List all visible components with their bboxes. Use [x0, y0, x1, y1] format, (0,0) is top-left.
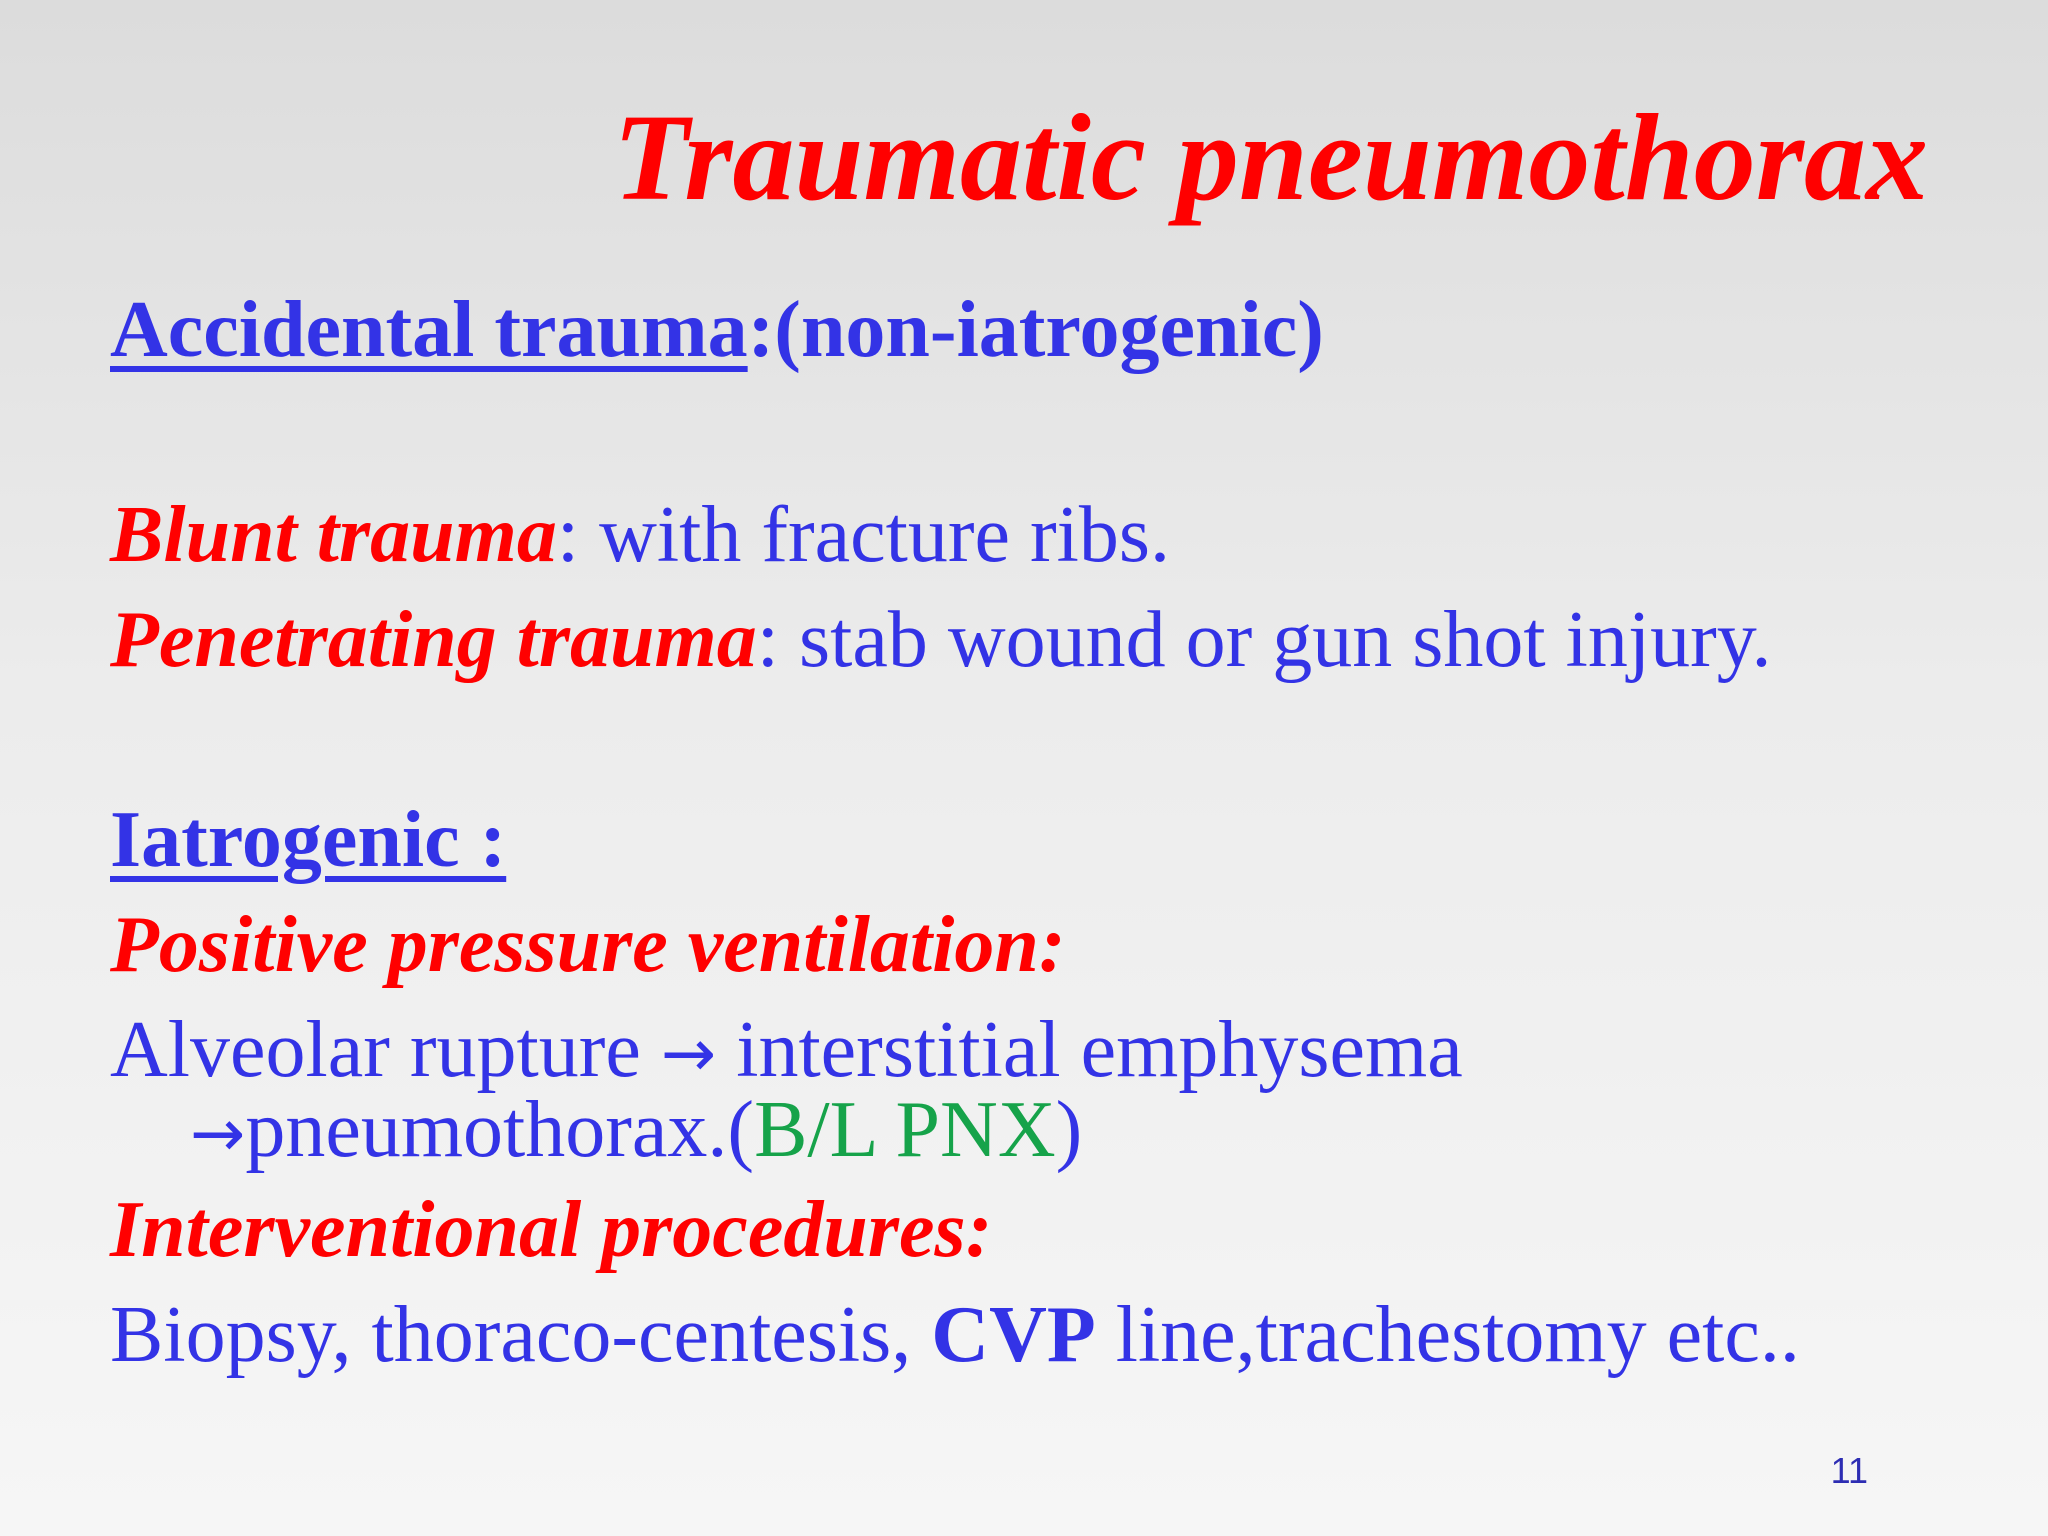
bl-pnx-highlight: B/L PNX — [754, 1086, 1056, 1174]
pneumothorax-line — [190, 1086, 1083, 1174]
closing-paren: ) — [1055, 1086, 1083, 1174]
positive-pressure-label: Positive pressure ventilation: — [110, 901, 1066, 989]
slide-title: Traumatic pneumothorax — [613, 89, 1928, 226]
blunt-trauma-line — [110, 491, 1170, 579]
cvp-bold: CVP — [931, 1291, 1096, 1379]
pneumothorax-text: pneumothorax.( — [245, 1086, 755, 1174]
accidental-trauma-heading: Accidental trauma — [110, 286, 748, 374]
procedures-line — [110, 1291, 1800, 1379]
page-number: 11 — [1830, 1450, 1868, 1491]
alveolar-rupture-line — [110, 1006, 1463, 1094]
interstitial-emphysema-text: interstitial emphysema — [716, 1006, 1463, 1094]
interventional-label: Interventional procedures: — [110, 1186, 993, 1274]
positive-pressure-line — [110, 901, 1066, 989]
accidental-trauma-qualifier: (non-iatrogenic) — [774, 286, 1324, 374]
accidental-trauma-line — [110, 286, 1324, 374]
penetrating-trauma-line — [110, 596, 1772, 684]
accidental-trauma-colon: : — [747, 286, 775, 374]
procedures-text-start: Biopsy, thoraco-centesis, — [110, 1291, 932, 1379]
arrow-right-icon: → — [660, 1015, 717, 1092]
interventional-line — [110, 1186, 993, 1274]
blunt-trauma-label: Blunt trauma — [110, 491, 557, 579]
blunt-trauma-text: : with fracture ribs. — [556, 491, 1170, 579]
penetrating-trauma-text: : stab wound or gun shot injury. — [756, 596, 1772, 684]
procedures-text-end: line,trachestomy etc.. — [1095, 1291, 1800, 1379]
iatrogenic-heading: Iatrogenic : — [110, 796, 507, 884]
arrow-right-icon: → — [190, 1095, 246, 1172]
alveolar-rupture-text: Alveolar rupture — [110, 1006, 661, 1094]
iatrogenic-line — [110, 796, 507, 884]
penetrating-trauma-label: Penetrating trauma — [110, 596, 757, 684]
